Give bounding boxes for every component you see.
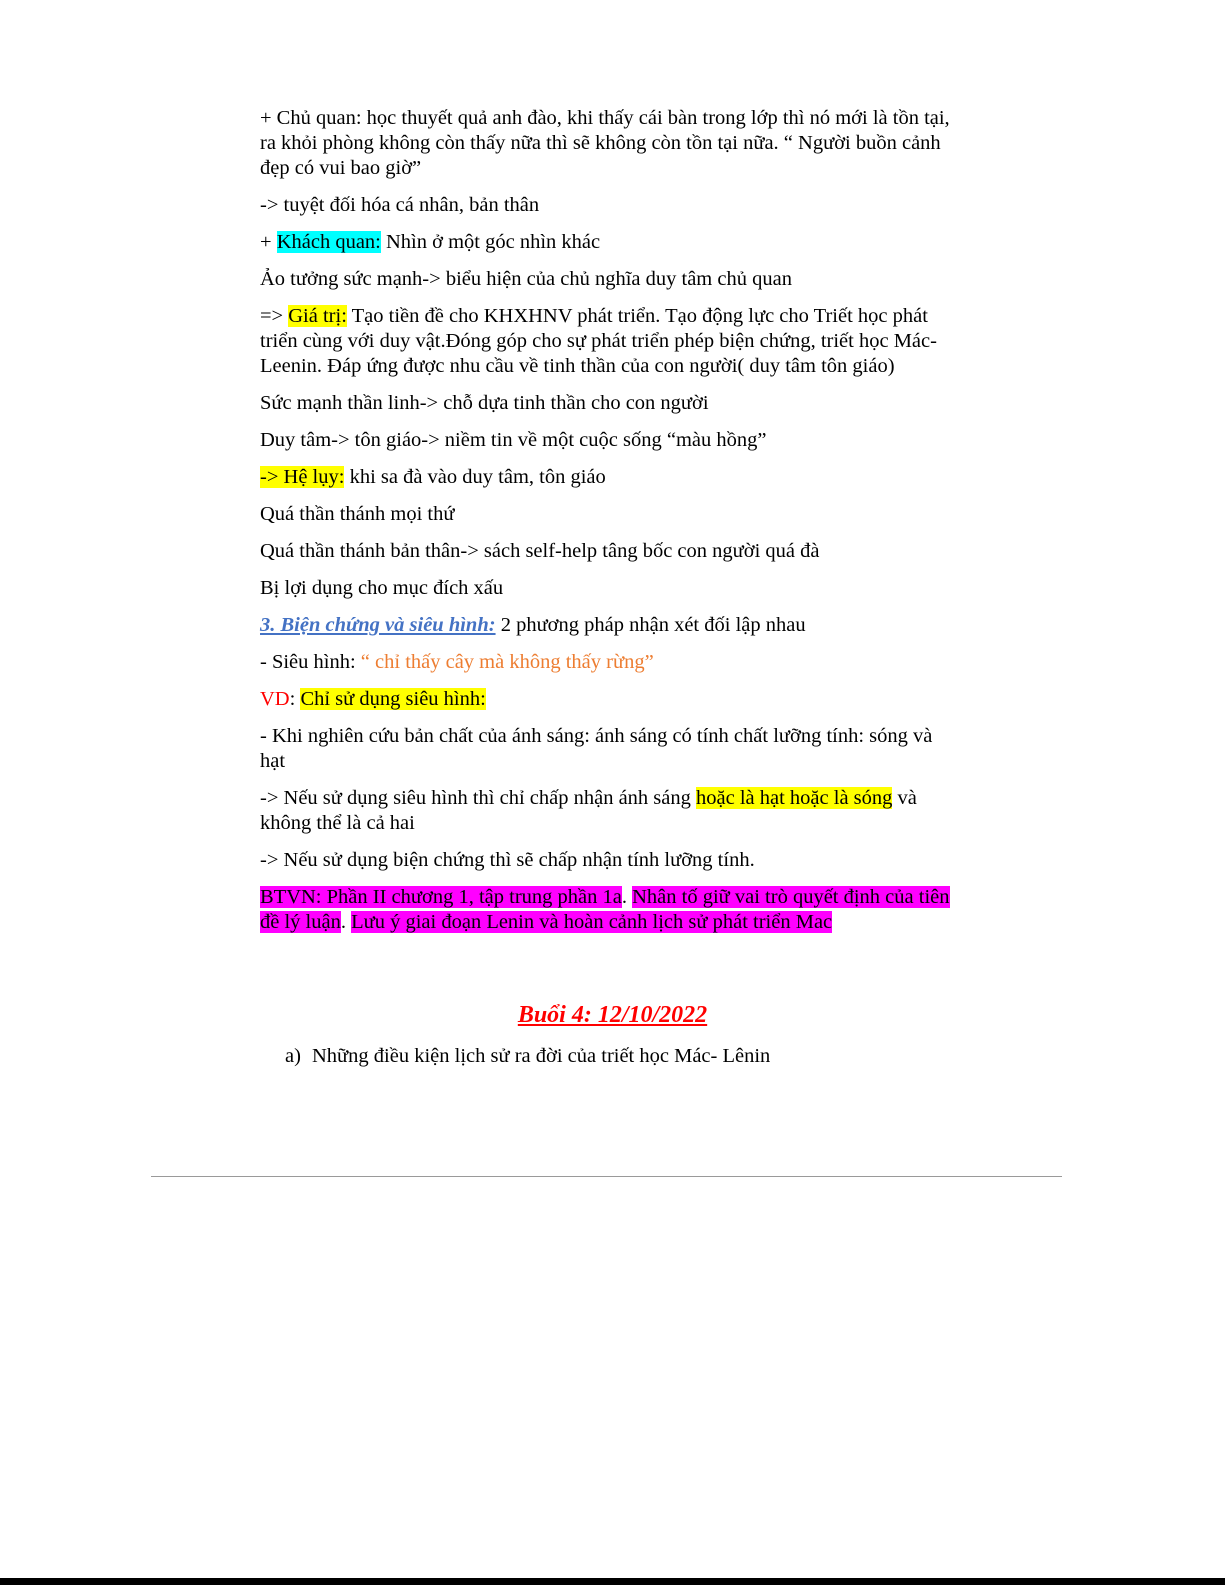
session-title: Buổi 4: 12/10/2022 bbox=[517, 1002, 708, 1028]
paragraph-self-help: Quá thần thánh bản thân-> sách self-help tâng bốc con người quá đà bbox=[260, 540, 820, 562]
paragraph-consequence: -> Hệ lụy: khi sa đà vào duy tâm, tôn giáo bbox=[260, 466, 606, 488]
notes-body bbox=[260, 106, 960, 947]
paragraph-example: VD: Chỉ sử dụng siêu hình: bbox=[260, 688, 486, 710]
highlight-consequence: -> Hệ lụy: bbox=[260, 466, 345, 488]
section-heading-dialectics: 3. Biện chứng và siêu hình: 2 phương pháp nhận xét đối lập nhau bbox=[260, 614, 806, 636]
paragraph-divine-power: Sức mạnh thần linh-> chỗ dựa tinh thần cho con người bbox=[260, 392, 709, 414]
paragraph-dialectics-light: -> Nếu sử dụng biện chứng thì sẽ chấp nhận tính lưỡng tính. bbox=[260, 849, 755, 871]
highlight-value: Giá trị: bbox=[288, 305, 347, 327]
paragraph-overly-divine: Quá thần thánh mọi thứ bbox=[260, 503, 455, 525]
paragraph-light: - Khi nghiên cứu bản chất của ánh sáng: ánh sáng có tính chất lưỡng tính: sóng và hạt bbox=[260, 725, 933, 772]
list-item-text: Những điều kiện lịch sử ra đời của triết học Mác- Lênin bbox=[312, 1045, 771, 1067]
list-item bbox=[285, 1044, 770, 1069]
highlight-decisive-factor: Nhân tố giữ vai trò quyết định của tiên đề lý luận bbox=[260, 886, 950, 933]
quote-trees-forest: “ chỉ thấy cây mà không thấy rừng” bbox=[360, 651, 654, 673]
highlight-lenin-note: Lưu ý giai đoạn Lenin và hoàn cảnh lịch sử phát triển Mac bbox=[351, 911, 833, 933]
bottom-edge-bar bbox=[0, 1578, 1225, 1585]
highlight-objective: Khách quan: bbox=[276, 231, 381, 253]
paragraph-metaphysics-light: -> Nếu sử dụng siêu hình thì chỉ chấp nhận ánh sáng hoặc là hạt hoặc là sóng và không thể là cả hai bbox=[260, 787, 917, 834]
paragraph-value: => Giá trị: Tạo tiền đề cho KHXHNV phát triển. Tạo động lực cho Triết học phát triển cùng với duy vật.Đóng góp cho sự phát triển phép biện chứng, triết học Mác-Leenin. Đáp ứng được nhu cầu về tinh thần của con người( duy tâm tôn giáo) bbox=[260, 305, 937, 377]
heading-dialectics-metaphysics: 3. Biện chứng và siêu hình: bbox=[260, 614, 496, 636]
paragraph-metaphysics: - Siêu hình: “ chỉ thấy cây mà không thấy rừng” bbox=[260, 651, 654, 673]
highlight-homework: BTVN: Phần II chương 1, tập trung phần 1a bbox=[260, 886, 622, 908]
paragraph-objective: + Khách quan: Nhìn ở một góc nhìn khác bbox=[260, 231, 601, 253]
highlight-only-metaphysics: Chỉ sử dụng siêu hình: bbox=[300, 688, 486, 710]
page-break-divider bbox=[151, 1176, 1062, 1177]
list-marker: a) bbox=[285, 1045, 301, 1067]
paragraph-subjective: + Chủ quan: học thuyết quả anh đào, khi thấy cái bàn trong lớp thì nó mới là tồn tại, ra khỏi phòng không còn thấy nữa thì sẽ không còn tồn tại nữa. “ Người buồn cảnh đẹp có vui bao giờ” bbox=[260, 107, 950, 179]
paragraph-illusion: Ảo tưởng sức mạnh-> biểu hiện của chủ nghĩa duy tâm chủ quan bbox=[260, 268, 792, 290]
paragraph-homework: BTVN: Phần II chương 1, tập trung phần 1a. Nhân tố giữ vai trò quyết định của tiên đề lý luận. Lưu ý giai đoạn Lenin và hoàn cảnh lịch sử phát triển Mac bbox=[260, 886, 950, 933]
paragraph-exploited: Bị lợi dụng cho mục đích xấu bbox=[260, 577, 504, 599]
example-label: VD bbox=[260, 688, 290, 710]
highlight-particle-or-wave: hoặc là hạt hoặc là sóng bbox=[696, 787, 893, 809]
paragraph-religion: Duy tâm-> tôn giáo-> niềm tin về một cuộc sống “màu hồng” bbox=[260, 429, 767, 451]
paragraph-absolutize: -> tuyệt đối hóa cá nhân, bản thân bbox=[260, 194, 540, 216]
